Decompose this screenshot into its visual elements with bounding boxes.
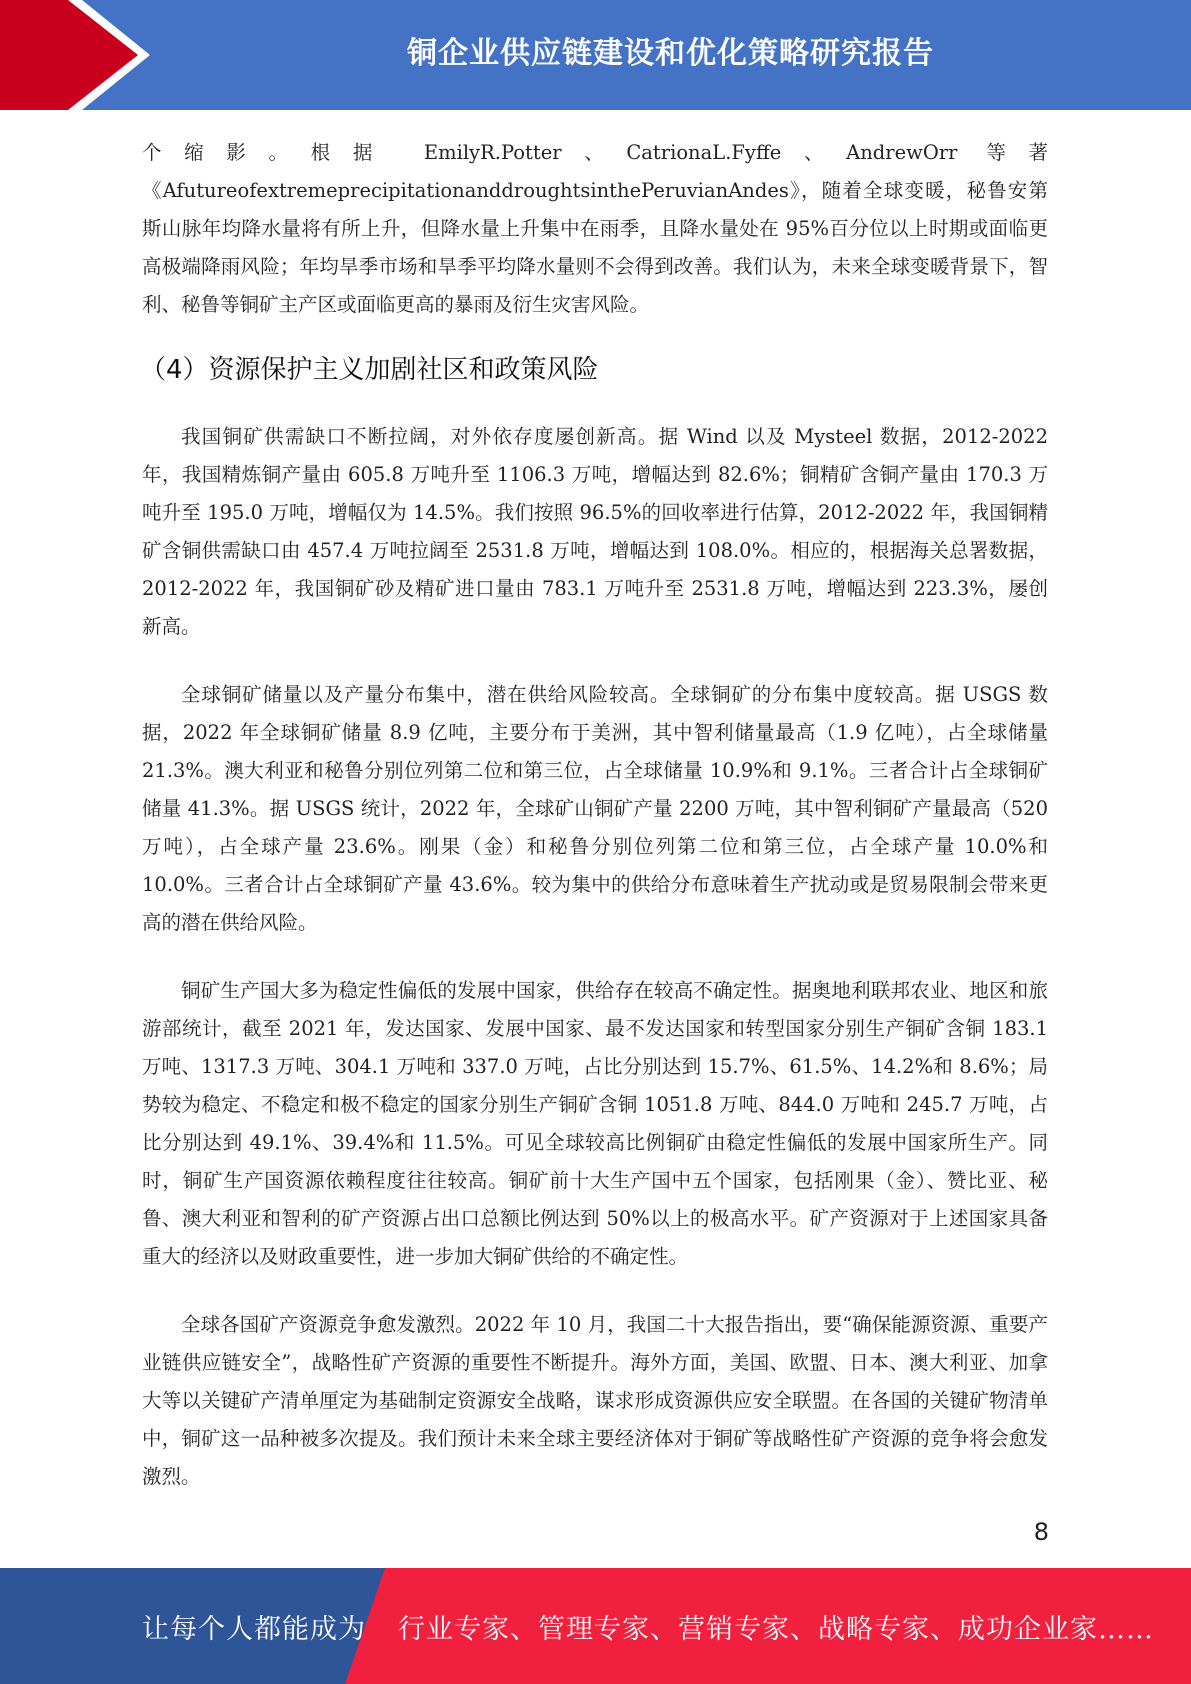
- page-header: [0, 0, 1191, 110]
- footer-slogan-left: 让每个人都能成为: [142, 1613, 366, 1645]
- paragraph-spacer: [142, 942, 1048, 972]
- paragraph-producer-stability: 铜矿生产国大多为稳定性偏低的发展中国家，供给存在较高不确定性。据奥地利联邦农业、地区和旅游部统计，截至 2021 年，发达国家、发展中国家、最不发达国家和转型国家分别生产铜矿含铜 183.1 万吨、1317.3 万吨、304.1 万吨和 337.0 万吨，占比分别达到 15.7%、61.5%、14.2%和 8.6%；局势较为稳定、不稳定和极不稳定的国家分别生产铜矿含铜 1051.8 万吨、844.0 万吨和 245.7 万吨，占比分别达到 49.1%、39.4%和 11.5%。可见全球较高比例铜矿由稳定性偏低的发展中国家所生产。同时，铜矿生产国资源依赖程度往往较高。铜矿前十大生产国中五个国家，包括刚果（金）、赞比亚、秘鲁、澳大利亚和智利的矿产资源占出口总额比例达到 50%以上的极高水平。矿产资源对于上述国家具备重大的经济以及财政重要性，进一步加大铜矿供给的不确定性。: [142, 979, 1048, 1268]
- paragraph-supply-gap: 我国铜矿供需缺口不断拉阔，对外依存度屡创新高。据 Wind 以及 Mysteel 数据，2012-2022 年，我国精炼铜产量由 605.8 万吨升至 1106.3 万吨，增幅达到 82.6%；铜精矿含铜产量由 170.3 万吨升至 195.0 万吨，增幅仅为 14.5%。我们按照 96.5%的回收率进行估算，2012-2022 年，我国铜精矿含铜供需缺口由 457.4 万吨拉阔至 2531.8 万吨，增幅达到 108.0%。相应的，根据海关总署数据，2012-2022 年，我国铜矿砂及精矿进口量由 783.1 万吨升至 2531.8 万吨，增幅达到 223.3%，屡创新高。: [142, 425, 1048, 638]
- report-title: 铜企业供应链建设和优化策略研究报告: [407, 36, 934, 71]
- section-heading: （4）资源保护主义加剧社区和政策风险: [140, 355, 599, 385]
- paragraph-reserves-distribution: 全球铜矿储量以及产量分布集中，潜在供给风险较高。全球铜矿的分布集中度较高。据 USGS 数据，2022 年全球铜矿储量 8.9 亿吨，主要分布于美洲，其中智利储量最高（1.9 亿吨），占全球储量 21.3%。澳大利亚和秘鲁分别位列第二位和第三位，占全球储量 10.9%和 9.1%。三者合计占全球铜矿储量 41.3%。据 USGS 统计，2022 年，全球矿山铜矿产量 2200 万吨，其中智利铜矿产量最高（520 万吨），占全球产量 23.6%。刚果（金）和秘鲁分别位列第二位和第三位，占全球产量 10.0%和 10.0%。三者合计占全球铜矿产量 43.6%。较为集中的供给分布意味着生产扰动或是贸易限制会带来更高的潜在供给风险。: [142, 683, 1048, 934]
- header-chevron-decoration: [0, 0, 138, 110]
- paragraph-resource-competition: 全球各国矿产资源竞争愈发激烈。2022 年 10 月，我国二十大报告指出，要“确保能源资源、重要产业链供应链安全”，战略性矿产资源的重要性不断提升。海外方面，美国、欧盟、日本、澳大利亚、加拿大等以关键矿产清单厘定为基础制定资源安全战略，谋求形成资源供应安全联盟。在各国的关键矿物清单中，铜矿这一品种被多次提及。我们预计未来全球主要经济体对于铜矿等战略性矿产资源的竞争将会愈发激烈。: [142, 1313, 1048, 1488]
- page-body: [142, 134, 1048, 1496]
- paragraph-intro-continuation: 个缩影。根据 EmilyR.Potter、CatrionaL.Fyffe、AndrewOrr 等著《AfutureofextremeprecipitationanddroughtsinthePeruvianAndes》，随着全球变暖，秘鲁安第斯山脉年均降水量将有所上升，但降水量上升集中在雨季，且降水量处在 95%百分位以上时期或面临更高极端降雨风险；年均旱季市场和旱季平均降水量则不会得到改善。我们认为，未来全球变暖背景下，智利、秘鲁等铜矿主产区或面临更高的暴雨及衍生灾害风险。: [142, 141, 1048, 316]
- paragraph-spacer: [142, 1276, 1048, 1306]
- paragraph-spacer: [142, 646, 1048, 676]
- footer-slogan-right: 行业专家、管理专家、营销专家、战略专家、成功企业家……: [398, 1613, 1154, 1645]
- page-footer: [0, 1568, 1191, 1684]
- page-number: 8: [1033, 1518, 1049, 1546]
